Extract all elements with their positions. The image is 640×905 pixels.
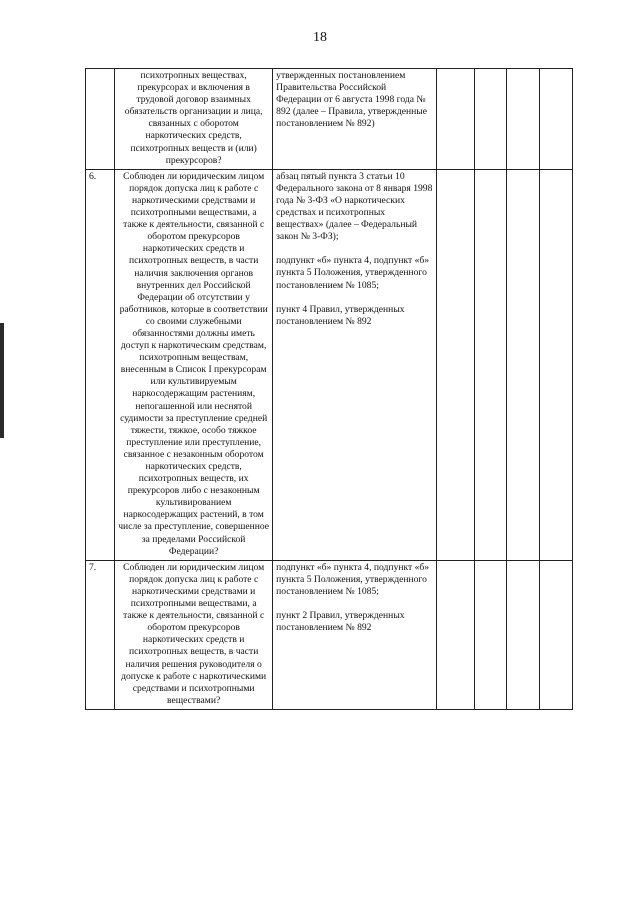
- table-row: [86, 69, 573, 170]
- question-text: психотропных веществах, прекурсорах и включения в трудовой договор взаимных обязательств организации и лица, связанных с оборотом наркотических средств, психотропных веществ и (или) прекурсоров?: [124, 70, 263, 166]
- row-number: 7.: [86, 560, 115, 709]
- question-text: Соблюден ли юридическим лицом порядок допуска лиц к работе с наркотическими средствами и психотропными веществами, а также к деятельности, связанной с оборотом прекурсоров наркотических средств и психотропных веществ, в части наличия заключения органов внутренних дел Российской Федерации об отсутствии у работников, которые в соответствии со своими служебными обязанностями должны иметь доступ к наркотическим средствам, психотропным веществам, внесенным в Список I прекурсорам или культивируемым наркосодержащим растениям, непогашенной или неснятой судимости за преступление средней тяжести, тяжкое, особо тяжкое преступление или преступление, связанное с незаконным оборотом наркотических средств, психотропных веществ, их прекурсоров либо с незаконным культивированием наркосодержащих растений, в том числе за преступление, совершенное за пределами Российской Федерации?: [118, 170, 270, 557]
- row-number: [86, 69, 115, 170]
- answer-cell-no: [475, 69, 506, 170]
- scan-margin-mark: [0, 323, 4, 438]
- row-legal-reference: [273, 169, 437, 560]
- row-legal-reference: [273, 69, 437, 170]
- answer-cell-na: [506, 69, 539, 170]
- row-question: [115, 560, 273, 709]
- row-legal-reference: [273, 560, 437, 709]
- reference-paragraph: абзац пятый пункта 3 статьи 10 Федерального закона от 8 января 1998 года № 3-ФЗ «О наркотических средствах и психотропных веществах» (далее – Федеральный закон № 3-ФЗ);: [276, 170, 433, 243]
- row-number: 6.: [86, 169, 115, 560]
- reference-paragraph: пункт 2 Правил, утвержденных постановлением № 892: [276, 610, 405, 634]
- question-text: Соблюден ли юридическим лицом порядок допуска лиц к работе с наркотическими средствами и психотропными веществами, а также к деятельности, связанной с оборотом прекурсоров наркотических средств и психотропных веществ, в части наличия решения руководителя о допуске к работе с наркотическими средствами и психотропными веществами?: [121, 561, 267, 706]
- answer-cell-yes: [437, 69, 475, 170]
- answer-cell-no: [475, 169, 506, 560]
- page-number: 18: [313, 30, 327, 45]
- table-row: [86, 560, 573, 709]
- answer-cell-na: [506, 560, 539, 709]
- note-cell: [539, 69, 572, 170]
- note-cell: [539, 560, 572, 709]
- checklist-table: [85, 68, 573, 710]
- answer-cell-yes: [437, 560, 475, 709]
- answer-cell-no: [475, 560, 506, 709]
- table-row: [86, 169, 573, 560]
- reference-paragraph: подпункт «б» пункта 4, подпункт «б» пункта 5 Положения, утвержденного постановлением № 1085;: [276, 561, 430, 597]
- reference-paragraph: пункт 4 Правил, утвержденных постановлением № 892: [276, 303, 405, 327]
- answer-cell-yes: [437, 169, 475, 560]
- row-question: [115, 169, 273, 560]
- reference-paragraph: утвержденных постановлением Правительства Российской Федерации от 6 августа 1998 года № 892 (далее – Правила, утвержденные постановлением № 892): [276, 70, 427, 130]
- note-cell: [539, 169, 572, 560]
- row-question: [115, 69, 273, 170]
- reference-paragraph: подпункт «б» пункта 4, подпункт «б» пункта 5 Положения, утвержденного постановлением № 1085;: [276, 255, 430, 291]
- answer-cell-na: [506, 169, 539, 560]
